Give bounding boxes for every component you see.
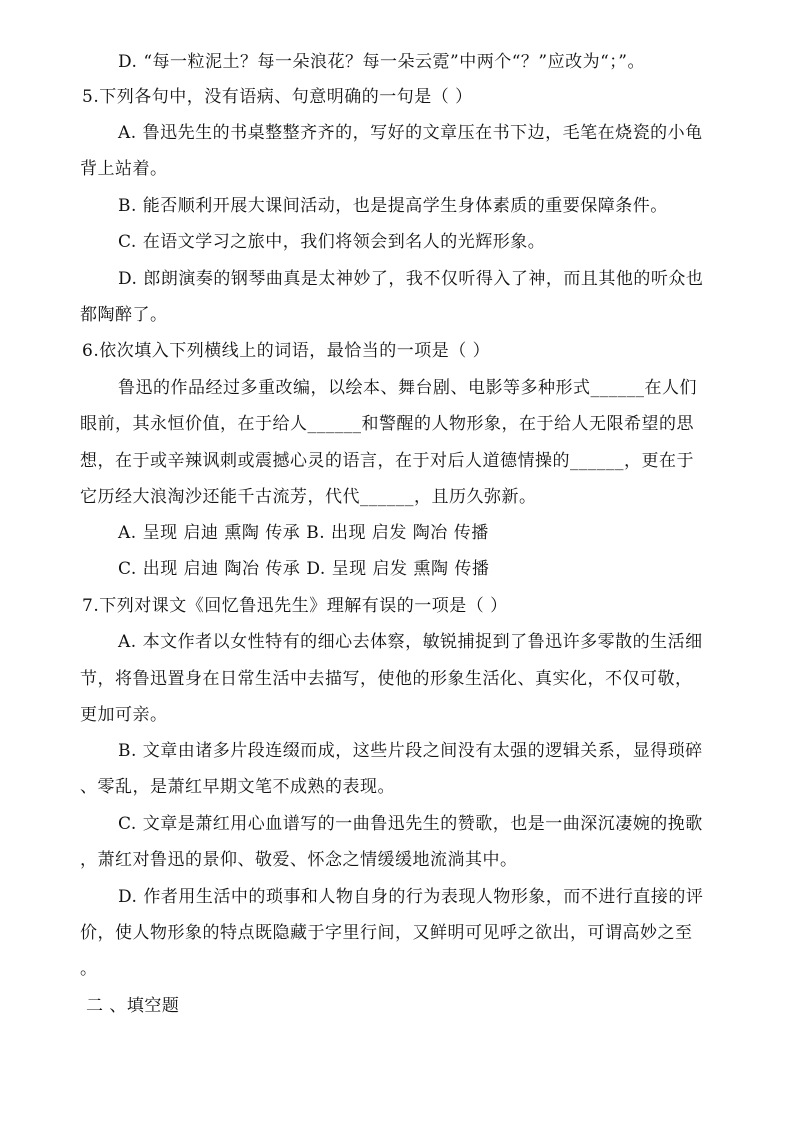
option-a-q7: A. 本文作者以女性特有的细心去体察，敏锐捕捉到了鲁迅许多零散的生活细	[118, 632, 703, 652]
option-b-q7: B. 文章由诸多片段连缀而成，这些片段之间没有太强的逻辑关系，显得琐碎	[118, 741, 703, 761]
options-ab-q6: A. 呈现 启迪 熏陶 传承 B. 出现 启发 陶冶 传播	[118, 523, 489, 543]
option-d-q7-cont1: 价，使人物形象的特点既隐藏于字里行间，又鲜明可见呼之欲出，可谓高妙之至	[80, 923, 693, 943]
option-c-q7: C. 文章是萧红用心血谱写的一曲鲁迅先生的赞歌，也是一曲深沉凄婉的挽歌	[118, 814, 703, 834]
option-a-q7-cont1: 节，将鲁迅置身在日常生活中去描写，使他的形象生活化、真实化，不仅可敬，	[80, 669, 693, 689]
option-b-q7-cont: 、零乱，是萧红早期文笔不成熟的表现。	[80, 777, 395, 797]
passage-line-4: 它历经大浪淘沙还能千古流芳，代代______，且历久弥新。	[80, 487, 537, 507]
section-heading-fill-in: 二 、填空题	[86, 996, 180, 1016]
passage-line-2: 眼前，其永恒价值，在于给人______和警醒的人物形象，在于给人无限希望的思	[80, 414, 694, 434]
option-d-q5: D. 郎朗演奏的钢琴曲真是太神妙了，我不仅听得入了神，而且其他的听众也	[118, 269, 704, 289]
question-7: 7.下列对课文《回忆鲁迅先生》理解有误的一项是（ ）	[82, 596, 508, 616]
option-d-q5-cont: 都陶醉了。	[80, 305, 168, 325]
option-c-q5: C. 在语文学习之旅中，我们将领会到名人的光辉形象。	[118, 232, 546, 252]
passage-line-3: 想，在于或辛辣讽刺或震撼心灵的语言，在于对后人道德情操的______，更在于	[80, 451, 694, 471]
question-6: 6.依次填入下列横线上的词语，最恰当的一项是（ ）	[82, 341, 491, 361]
option-d-q7-cont2: 。	[80, 959, 98, 979]
option-d-q4: D. “每一粒泥土？每一朵浪花？每一朵云霓”中两个“？”应改为“；”。	[118, 52, 645, 72]
options-cd-q6: C. 出现 启迪 陶冶 传承 D. 呈现 启发 熏陶 传播	[118, 559, 490, 579]
option-a-q7-cont2: 更加可亲。	[80, 705, 168, 725]
passage-line-1: 鲁迅的作品经过多重改编，以绘本、舞台剧、电影等多种形式______在人们	[118, 378, 697, 398]
option-b-q5: B. 能否顺利开展大课间活动，也是提高学生身体素质的重要保障条件。	[118, 196, 668, 216]
option-a-q5-cont: 背上站着。	[80, 159, 168, 179]
question-5: 5.下列各句中，没有语病、句意明确的一句是（ ）	[82, 87, 473, 107]
option-a-q5: A. 鲁迅先生的书桌整整齐齐的，写好的文章压在书下边，毛笔在烧瓷的小龟	[118, 123, 703, 143]
option-c-q7-cont: ，萧红对鲁迅的景仰、敬爱、怀念之情缓缓地流淌其中。	[80, 850, 518, 870]
option-d-q7: D. 作者用生活中的琐事和人物自身的行为表现人物形象，而不进行直接的评	[118, 887, 704, 907]
